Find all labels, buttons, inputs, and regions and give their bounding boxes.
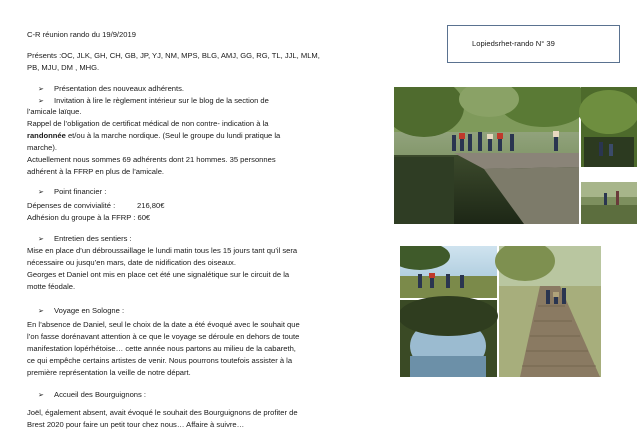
sologne-line-5: première représentation la veille de notre départ. [27,368,191,377]
arrow-bullet-icon: ➢ [38,236,44,243]
sologne-line-4: ce qui empêche certains artistes de venir. Nous pourrons toutefois assister à la [27,356,293,365]
photo-boardwalk-hikers [400,246,601,377]
bullet-new-members: ➢ Présentation des nouveaux adhérents. [38,84,185,93]
attendees-line-2: PB, MJU, DM , MHG. [27,63,100,72]
arrow-bullet-icon: ➢ [38,189,44,196]
expense-value: 216,80€ [137,201,165,210]
medical-reminder-line-3: marche). [27,143,57,152]
ffrp-membership: Adhésion du groupe à la FFRP : 60€ [27,213,151,222]
arrow-bullet-icon: ➢ [38,392,44,399]
sologne-line-1: En l’absence de Daniel, seul le choix de la date a été évoqué avec le souhait que [27,320,300,329]
paths-line-3: Georges et Daniel ont mis en place cet été une signalétique sur le circuit de la [27,270,290,279]
photo-collage-walk [400,246,601,377]
newsletter-number-box [447,25,620,63]
report-title: C-R réunion rando du 19/9/2019 [27,30,136,39]
photo-pond-hikers [394,87,637,224]
bourguignons-line-1: Joël, également absent, avait évoqué le souhait des Bourguignons de profiter de [27,408,298,417]
paths-line-4: motte féodale. [27,282,76,291]
arrow-bullet-icon: ➢ [38,308,44,315]
finance-heading: ➢ Point financier : [38,187,107,196]
bourguignons-line-2: Brest 2020 pour faire un petit tour chez nous… Affaire à suivre… [27,420,245,429]
paths-line-1: Mise en place d’un débroussaillage le lundi matin tous les 15 jours tant qu’il sera [27,246,298,255]
sologne-heading: ➢ Voyage en Sologne : [38,306,125,315]
sologne-line-2: l’on fasse dorénavant attention à ce que le voyage se déroule en dehors de toute [27,332,300,341]
rules-continued: l’amicale laïque. [27,107,82,116]
bourguignons-heading: ➢ Accueil des Bourguignons : [38,390,147,399]
paths-line-2: nécessaire ou jusqu’en mars, date de nidification des oiseaux. [27,258,236,267]
arrow-bullet-icon: ➢ [38,98,44,105]
bullet-rules: ➢ Invitation à lire le règlement intérieur sur le blog de la section de [38,96,269,105]
sologne-line-3: manifestation lopérhétoise… cette année nous partons au milieu de la cabareth, [27,344,296,353]
paths-heading: ➢ Entretien des sentiers : [38,234,132,243]
photo-collage-pond [394,87,637,224]
medical-reminder-line-1: Rappel de l’obligation de certificat médical de non contre- indication à la [27,119,269,128]
newsletter-number: Lopiedsrhet-rando N° 39 [472,39,555,48]
member-count-line-1: Actuellement nous sommes 69 adhérents dont 21 hommes. 35 personnes [27,155,276,164]
member-count-line-2: adhérent à la FFRP en plus de l’amicale. [27,167,165,176]
arrow-bullet-icon: ➢ [38,86,44,93]
medical-reminder-line-2: randonnée et/ou à la marche nordique. (Seul le groupe du lundi pratique la [27,131,281,140]
expense-label: Dépenses de convivialité : [27,201,116,210]
attendees-line-1: Présents :OC, JLK, GH, CH, GB, JP, YJ, NM, MPS, BLG, AMJ, GG, RG, TL, JJL, MLM, [27,51,320,60]
